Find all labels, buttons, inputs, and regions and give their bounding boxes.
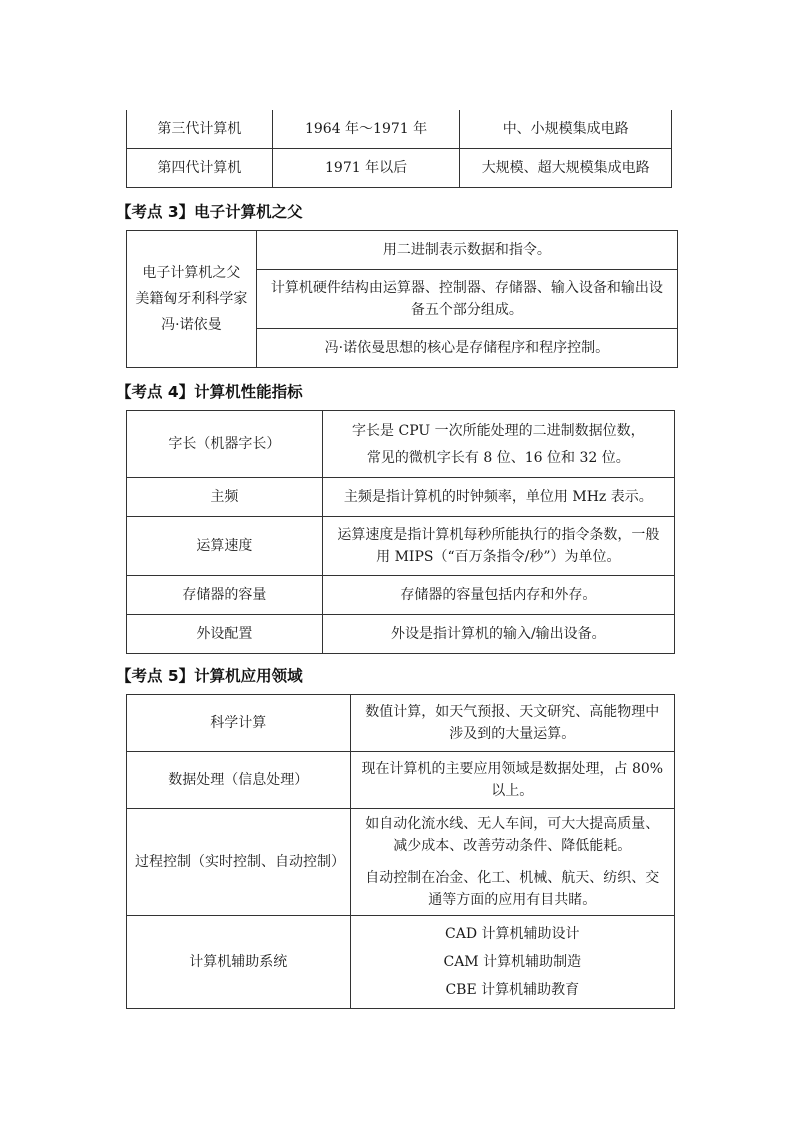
application-desc-line: CAM 计算机辅助制造 bbox=[443, 954, 582, 970]
generation-name: 第三代计算机 bbox=[127, 110, 273, 149]
table-row bbox=[127, 576, 675, 615]
metric-desc bbox=[322, 411, 674, 478]
father-line: 电子计算机之父 bbox=[142, 265, 241, 281]
generation-component: 大规模、超大规模集成电路 bbox=[460, 149, 672, 188]
generation-component: 中、小规模集成电路 bbox=[460, 110, 672, 149]
metric-name: 存储器的容量 bbox=[127, 576, 323, 615]
application-name: 数据处理（信息处理） bbox=[127, 752, 351, 809]
father-point: 冯·诺依曼思想的核心是存储程序和程序控制。 bbox=[256, 329, 677, 368]
table-row bbox=[127, 478, 675, 517]
metric-desc-line: 字长是 CPU 一次所能处理的二进制数据位数， bbox=[352, 422, 645, 439]
father-point: 用二进制表示数据和指令。 bbox=[256, 231, 677, 270]
table-row bbox=[127, 916, 675, 1009]
father-line: 冯·诺依曼 bbox=[161, 317, 222, 333]
application-desc-line: CAD 计算机辅助设计 bbox=[445, 926, 580, 942]
metric-desc: 外设是指计算机的输入/输出设备。 bbox=[322, 615, 674, 654]
generations-table bbox=[126, 110, 672, 188]
performance-table bbox=[126, 410, 675, 654]
application-desc-line: CBE 计算机辅助教育 bbox=[445, 982, 580, 998]
application-desc: 现在计算机的主要应用领域是数据处理，占 80%以上。 bbox=[350, 752, 674, 809]
metric-name: 字长（机器字长） bbox=[127, 411, 323, 478]
metric-name: 运算速度 bbox=[127, 517, 323, 576]
table-row bbox=[127, 615, 675, 654]
application-name: 科学计算 bbox=[127, 695, 351, 752]
table-row bbox=[127, 809, 675, 916]
application-desc bbox=[350, 809, 674, 916]
application-name: 计算机辅助系统 bbox=[127, 916, 351, 1009]
metric-desc: 主频是指计算机的时钟频率，单位用 MHz 表示。 bbox=[322, 478, 674, 517]
application-desc-line: 自动控制在冶金、化工、机械、航天、纺织、交通等方面的应用有目共睹。 bbox=[365, 870, 660, 908]
metric-name: 外设配置 bbox=[127, 615, 323, 654]
section-heading: 【考点 5】计算机应用领域 bbox=[116, 667, 303, 685]
section-heading: 【考点 3】电子计算机之父 bbox=[116, 203, 303, 221]
table-row bbox=[127, 231, 678, 270]
generation-name: 第四代计算机 bbox=[127, 149, 273, 188]
generation-period: 1971 年以后 bbox=[272, 149, 460, 188]
table-row bbox=[127, 110, 672, 149]
metric-desc: 存储器的容量包括内存和外存。 bbox=[322, 576, 674, 615]
father-point: 计算机硬件结构由运算器、控制器、存储器、输入设备和输出设备五个部分组成。 bbox=[256, 270, 677, 329]
application-desc bbox=[350, 916, 674, 1009]
father-cell bbox=[127, 231, 257, 368]
father-table bbox=[126, 230, 678, 368]
section-heading: 【考点 4】计算机性能指标 bbox=[116, 383, 303, 401]
metric-desc-line: 常见的微机字长有 8 位、16 位和 32 位。 bbox=[366, 449, 630, 466]
metric-name: 主频 bbox=[127, 478, 323, 517]
metric-desc: 运算速度是指计算机每秒所能执行的指令条数，一般用 MIPS（“百万条指令/秒”）为单位。 bbox=[322, 517, 674, 576]
application-desc-line: 如自动化流水线、无人车间，可大大提高质量、减少成本、改善劳动条件、降低能耗。 bbox=[365, 816, 660, 854]
generation-period: 1964 年～1971 年 bbox=[272, 110, 460, 149]
table-row bbox=[127, 517, 675, 576]
table-row bbox=[127, 149, 672, 188]
application-desc: 数值计算，如天气预报、天文研究、高能物理中涉及到的大量运算。 bbox=[350, 695, 674, 752]
table-row bbox=[127, 411, 675, 478]
application-table bbox=[126, 694, 675, 1009]
table-row bbox=[127, 752, 675, 809]
father-line: 美籍匈牙利科学家 bbox=[135, 291, 248, 307]
table-row bbox=[127, 695, 675, 752]
application-name: 过程控制（实时控制、自动控制） bbox=[127, 809, 351, 916]
